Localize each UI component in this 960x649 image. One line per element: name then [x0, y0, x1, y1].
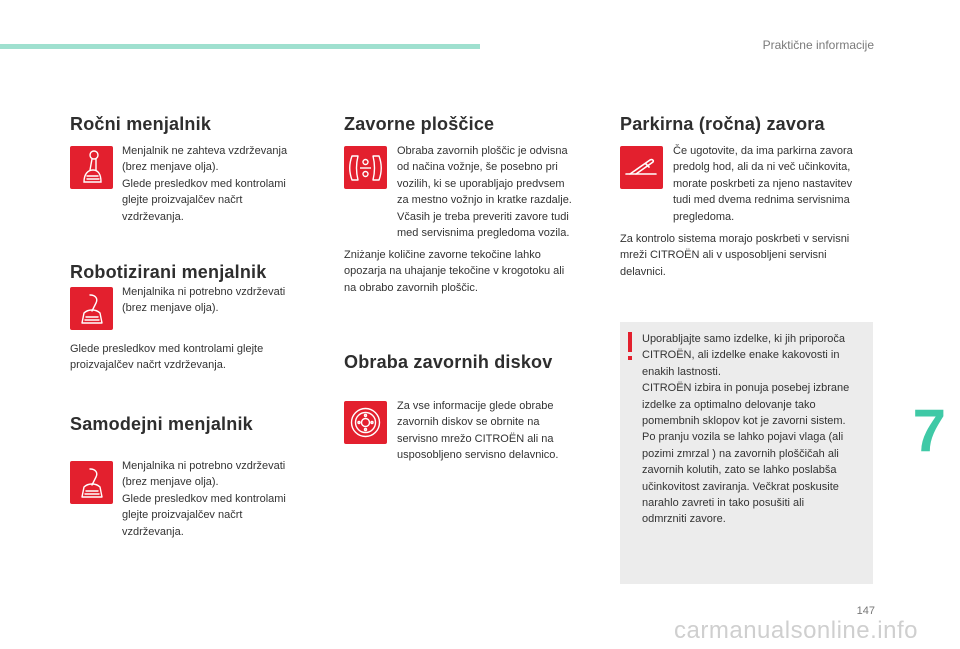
brake-pads-icon [344, 146, 387, 189]
page-header-title: Praktične informacije [762, 38, 874, 52]
manual-gearbox-icon [70, 146, 113, 189]
robotized-gearbox-icon [70, 287, 113, 330]
zavorne-text: Obraba zavornih ploščic je odvisna od načina vožnje, še posebno pri vozilih, ki se uporabljajo predvsem za mestno vožnjo in kratke razdalje. Včasih je treba preveriti zavore tudi med servisnima pregledoma vozila. [397, 145, 572, 240]
section-title-parkirna: Parkirna (ročna) zavora [620, 114, 825, 134]
brake-disc-icon [344, 401, 387, 444]
top-accent-bar [0, 44, 480, 49]
chapter-number: 7 [912, 397, 946, 464]
zavorne-extra-text: Zniżanje količine zavorne tekočine lahko opozarja na uhajanje tekočine v krogotoku ali na obrabo zavornih ploščic. [344, 249, 565, 294]
warning-exclamation-icon [627, 332, 633, 362]
section-title-obraba: Obraba zavornih diskov [344, 352, 553, 372]
samodejni-text: Menjalnika ni potrebno vzdrževati (brez menjave olja). Glede presledkov med kontrolami glejte proizvajalčev načrt vzdrževanja. [122, 460, 286, 538]
warning-note-text: Uporabljajte samo izdelke, ki jih priporoča CITROËN, ali izdelke enake kakovosti in enakih lastnosti. CITROËN izbira in ponuja posebej izbrane izdelke za optimalno delovanje tako pomembnih sklopov kot je zavorni sistem. Po pranju vozila se lahko pojavi vlaga (ali pozimi zmrzal ) na zavornih ploščičah ali zavornih kolutih, zato se lahko poslabša učinkovitost zaviranja. Večkrat poskusite narahlo zavreti in tako posušiti ali odmrzniti zavore. [642, 333, 850, 526]
section-title-samodejni: Samodejni menjalnik [70, 414, 253, 434]
section-title-robotizirani: Robotizirani menjalnik [70, 262, 267, 282]
warning-note-box [620, 322, 873, 584]
robotizirani-text: Menjalnika ni potrebno vzdrževati (brez menjave olja). [122, 286, 286, 315]
robotizirani-extra-text: Glede presledkov med kontrolami glejte proizvajalčev načrt vzdrževanja. [70, 343, 264, 372]
watermark: carmanualsonline.info [674, 617, 918, 644]
parkirna-extra-text: Za kontrolo sistema morajo poskrbeti v servisni mreži CITROËN ali v usposobljeni servisni delavnici. [620, 233, 850, 278]
automatic-gearbox-icon [70, 461, 113, 504]
parkirna-text: Če ugotovite, da ima parkirna zavora predolg hod, ali da ni več učinkovita, morate poskrbeti za njeno nastavitev tudi med dvema rednima servisnima pregledoma. [673, 145, 853, 223]
section-title-zavorne: Zavorne ploščice [344, 114, 495, 134]
section-title-rocni: Ročni menjalnik [70, 114, 212, 134]
obraba-text: Za vse informacije glede obrabe zavornih diskov se obrnite na servisno mrežo CITROËN ali na usposobljeno servisno delavnico. [397, 400, 559, 462]
rocni-text: Menjalnik ne zahteva vzdrževanja (brez menjave olja). Glede presledkov med kontrolami glejte proizvajalčev načrt vzdrževanja. [122, 145, 288, 223]
parking-brake-icon [620, 146, 663, 189]
page-number: 147 [856, 605, 875, 617]
